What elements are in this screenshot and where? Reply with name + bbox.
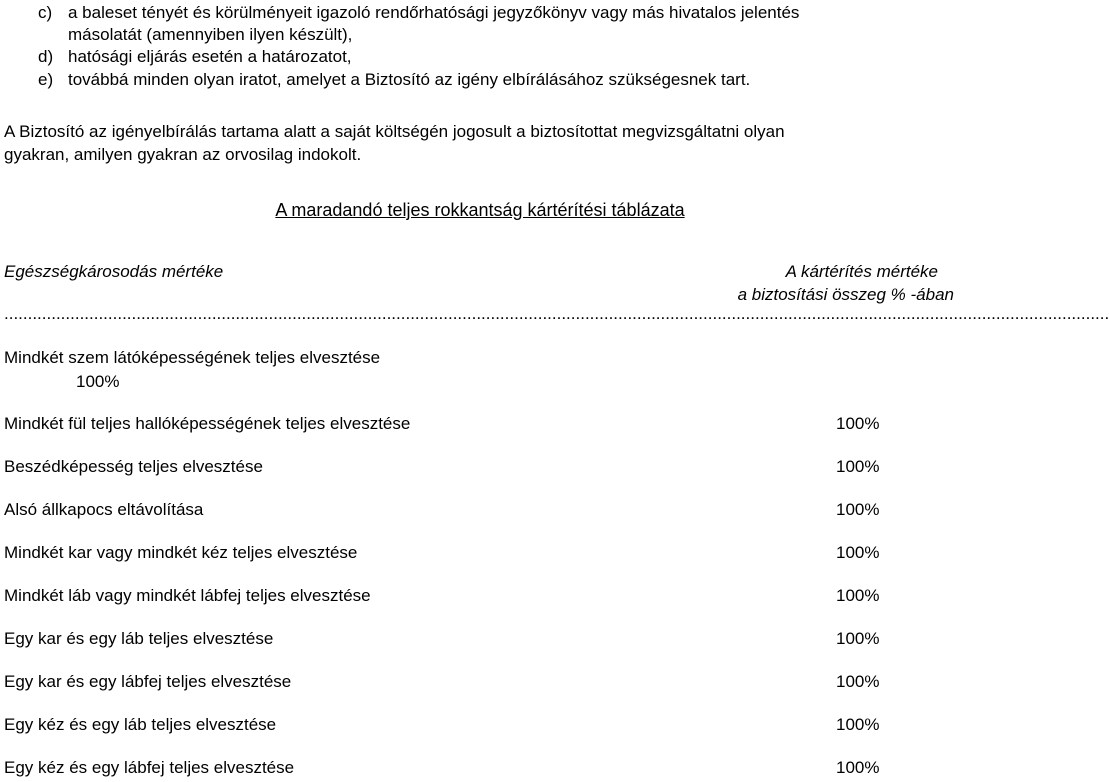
list-item-c (38, 3, 799, 23)
list-marker: c) (38, 3, 53, 22)
table-title: A maradandó teljes rokkantság kártérítési táblázata (275, 200, 685, 220)
table-row-value: 100% (76, 372, 120, 391)
table-row-label: Egy kar és egy láb teljes elvesztése (4, 629, 274, 648)
list-item-text: hatósági eljárás esetén a határozatot, (68, 47, 352, 66)
table-row-value: 100% (836, 414, 880, 433)
table-row-label: Mindkét kar vagy mindkét kéz teljes elvesztése (4, 543, 358, 562)
list-item-text: a baleset tényét és körülményeit igazoló rendőrhatósági jegyzőkönyv vagy más hivatalos jelentés (68, 3, 800, 22)
table-row-label: Mindkét szem látóképességének teljes elvesztése (4, 348, 381, 367)
header-right-line1: A kártérítés mértéke (785, 262, 938, 281)
table-row-label: Egy kéz és egy láb teljes elvesztése (4, 715, 277, 734)
paragraph-line: gyakran, amilyen gyakran az orvosilag indokolt. (4, 145, 362, 164)
table-row-value: 100% (836, 672, 880, 691)
table-row-label: Mindkét láb vagy mindkét lábfej teljes elvesztése (4, 586, 371, 605)
table-row-value: 100% (836, 500, 880, 519)
table-row-value: 100% (836, 457, 880, 476)
list-marker: d) (38, 47, 54, 66)
list-item-c-continuation: másolatát (amennyiben ilyen készült), (68, 25, 353, 44)
table-row-value: 100% (836, 543, 880, 562)
table-row-label: Egy kéz és egy lábfej teljes elvesztése (4, 758, 295, 777)
table-row-label: Egy kar és egy lábfej teljes elvesztése (4, 672, 292, 691)
header-right-line2: a biztosítási összeg % -ában (737, 285, 954, 304)
table-row-value: 100% (836, 758, 880, 777)
header-left: Egészségkárosodás mértéke (4, 262, 224, 281)
list-marker: e) (38, 70, 54, 89)
dotted-separator: .......................................................................................................................................................................................................................................... (4, 304, 1109, 323)
table-row-value: 100% (836, 629, 880, 648)
table-row-label: Alsó állkapocs eltávolítása (4, 500, 204, 519)
table-row-label: Mindkét fül teljes hallóképességének teljes elvesztése (4, 414, 411, 433)
table-row-label: Beszédképesség teljes elvesztése (4, 457, 263, 476)
list-item-text: továbbá minden olyan iratot, amelyet a Biztosító az igény elbírálásához szükségesnek tart. (68, 70, 751, 89)
list-item-d (38, 47, 352, 67)
table-row-value: 100% (836, 715, 880, 734)
list-item-e (38, 70, 750, 90)
paragraph-line: A Biztosító az igényelbírálás tartama alatt a saját költségén jogosult a biztosítottat megvizsgáltatni olyan (4, 122, 785, 141)
table-row-value: 100% (836, 586, 880, 605)
